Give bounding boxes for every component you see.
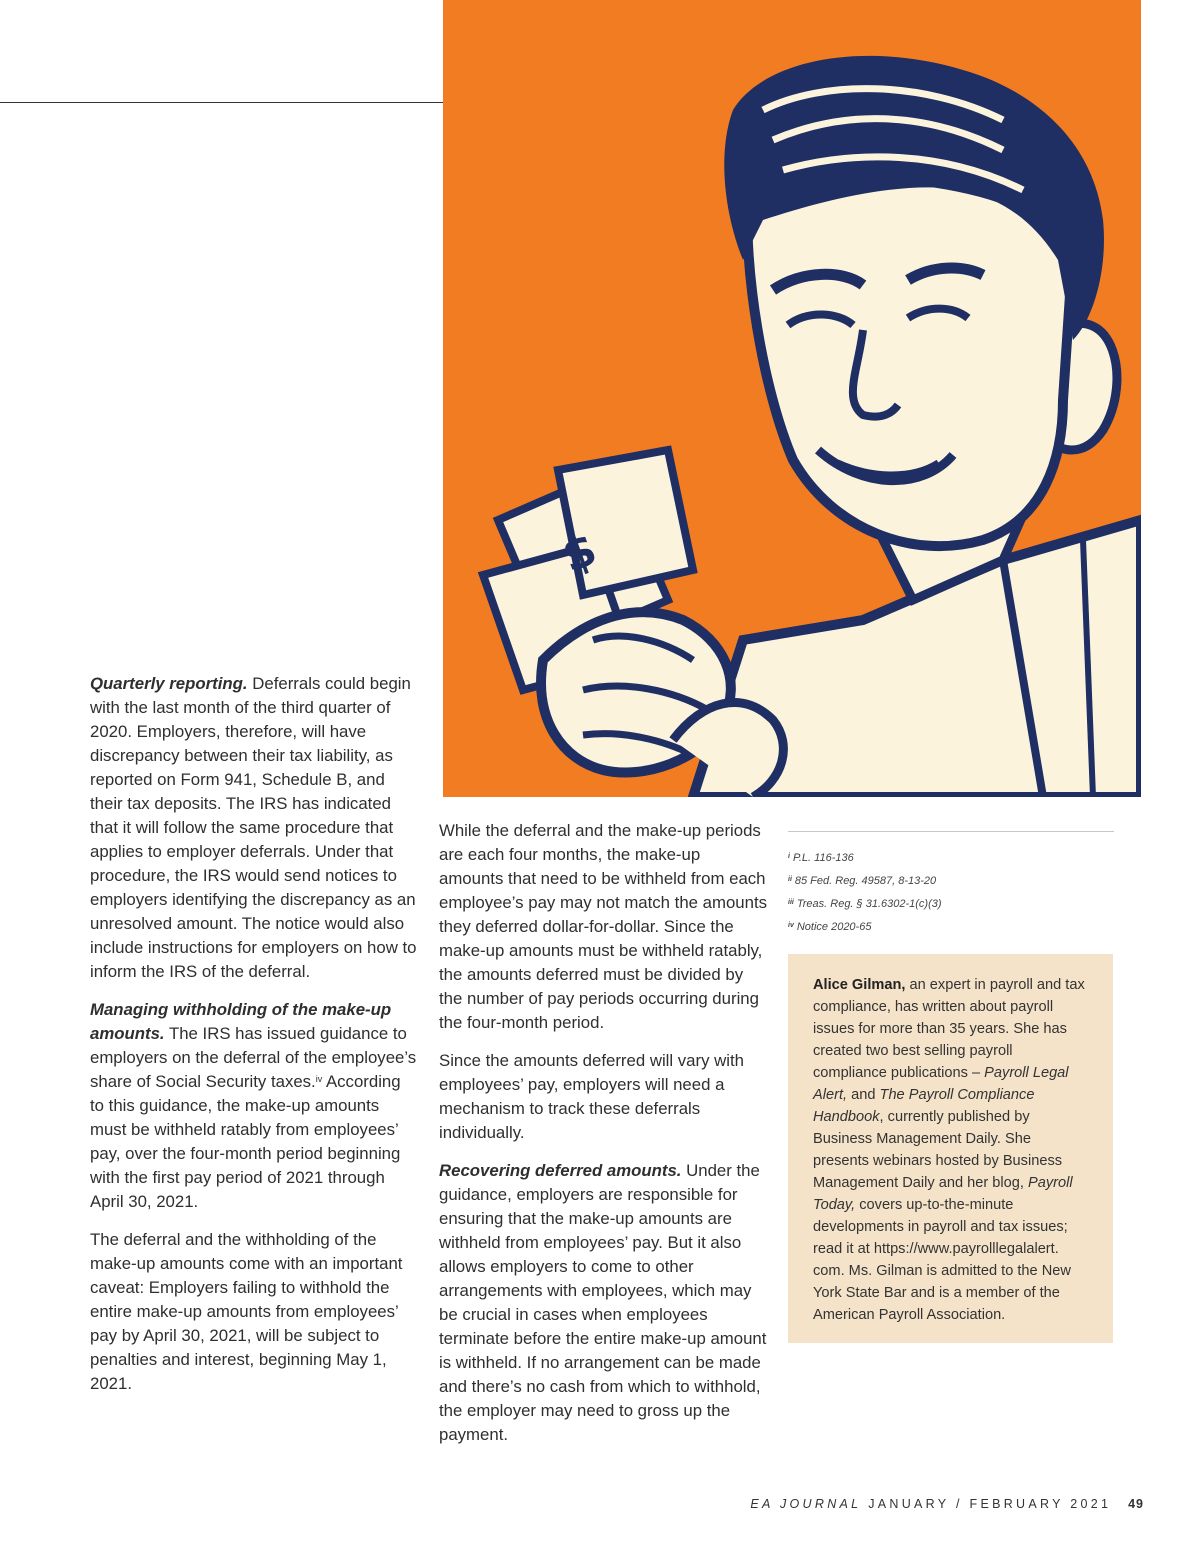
bio-text: covers up-to-the-minute developments in payroll and tax issues; read it at https://www.payrolllegalalert. com. Ms. Gilman is admitted to the New York State Bar and is a member of the American Payroll Association. (813, 1197, 1071, 1323)
endnote-text: Treas. Reg. § 31.6302-1(c)(3) (796, 898, 942, 910)
paragraph-body: Under the guidance, employers are responsible for ensuring that the make-up amounts are withheld from employees’ pay. But it also allows employers to come to other arrangements with employees, which may be crucial in cases when employees terminate before the entire make-up amount is withheld. If no arrangement can be made and there’s no cash from which to withhold, the employer may need to gross up the payment. (439, 1161, 767, 1444)
article-column-1 (90, 672, 418, 1410)
blog-title: Payroll Today, (813, 1175, 1073, 1213)
endnote-marker: iv (788, 922, 794, 929)
endnote-marker: iii (788, 899, 794, 906)
paragraph (90, 672, 418, 984)
page-footer (750, 1497, 1144, 1511)
author-bio (813, 974, 1087, 1326)
top-rule (0, 102, 443, 103)
endnote-marker: ii (788, 876, 792, 883)
paragraph-body: The IRS has issued guidance to employers on the deferral of the employee’s share of Social Security taxes. (90, 1024, 417, 1091)
endnote-text: Notice 2020-65 (796, 921, 872, 933)
issue-date: JANUARY / FEBRUARY 2021 (868, 1497, 1112, 1511)
page-number: 49 (1128, 1497, 1144, 1511)
endnote (788, 916, 1114, 939)
journal-name: EA JOURNAL (750, 1497, 862, 1511)
endnote (788, 847, 1114, 870)
paragraph-lead: Managing withholding of the make-up amounts. (90, 1000, 392, 1043)
author-name: Alice Gilman, (813, 977, 906, 993)
publication-title: Payroll Legal Alert, (813, 1065, 1069, 1103)
notes-divider (788, 831, 1114, 832)
endnote-marker: i (788, 853, 790, 860)
footnote-ref: iv (315, 1074, 323, 1084)
endnote (788, 870, 1114, 893)
paragraph-lead: Recovering deferred amounts. (439, 1161, 682, 1180)
paragraph: The deferral and the withholding of the make-up amounts come with an important caveat: Employers failing to withhold the entire make-up amounts from employees’ pay by April 30, 2021, will be subject to penalties and interest, beginning May 1, 2021. (90, 1230, 403, 1393)
publication-title: The Payroll Compliance Handbook (813, 1087, 1035, 1125)
paragraph: Since the amounts deferred will vary with employees’ pay, employers will need a mechanism to track these deferrals individually. (439, 1051, 744, 1142)
paragraph (90, 998, 418, 1214)
paragraph-body: According to this guidance, the make-up amounts must be withheld ratably from employees’ pay, over the four-month period beginning with the first pay period of 2021 through April 30, 2021. (90, 1072, 401, 1211)
endnote-text: P.L. 116-136 (792, 852, 854, 864)
man-holding-cash-icon (443, 0, 1141, 797)
endnote (788, 893, 1114, 916)
bio-text: , currently published by Business Management Daily. She presents webinars hosted by Business Management Daily and her blog, (813, 1109, 1063, 1191)
bio-text: and (847, 1087, 880, 1103)
man-holding-cash-illustration (443, 0, 1141, 797)
endnotes (788, 847, 1114, 939)
endnote-text: 85 Fed. Reg. 49587, 8-13-20 (794, 875, 937, 887)
bio-text: an expert in payroll and tax compliance, has written about payroll issues for more than 35 years. She has created two best selling payroll compliance publications – (813, 977, 1085, 1081)
svg-text:$: $ (554, 521, 604, 583)
author-bio-box (788, 954, 1113, 1343)
paragraph: While the deferral and the make-up periods are each four months, the make-up amounts that need to be withheld from each employee’s pay may not match the amounts they deferred dollar-for-dollar. Since the make-up amounts must be withheld ratably, the amounts deferred must be divided by the number of pay periods occurring during the four-month period. (439, 821, 768, 1032)
article-column-2 (439, 819, 769, 1461)
paragraph (439, 1159, 769, 1447)
paragraph-lead: Quarterly reporting. (90, 674, 248, 693)
paragraph-body: Deferrals could begin with the last month of the third quarter of 2020. Employers, therefore, will have discrepancy between their tax liability, as reported on Form 941, Schedule B, and their tax deposits. The IRS has indicated that it will follow the same procedure that applies to employer deferrals. Under that procedure, the IRS would send notices to employers identifying the discrepancy as an unresolved amount. The notice would also include instructions for employers on how to inform the IRS of the deferral. (90, 674, 417, 981)
